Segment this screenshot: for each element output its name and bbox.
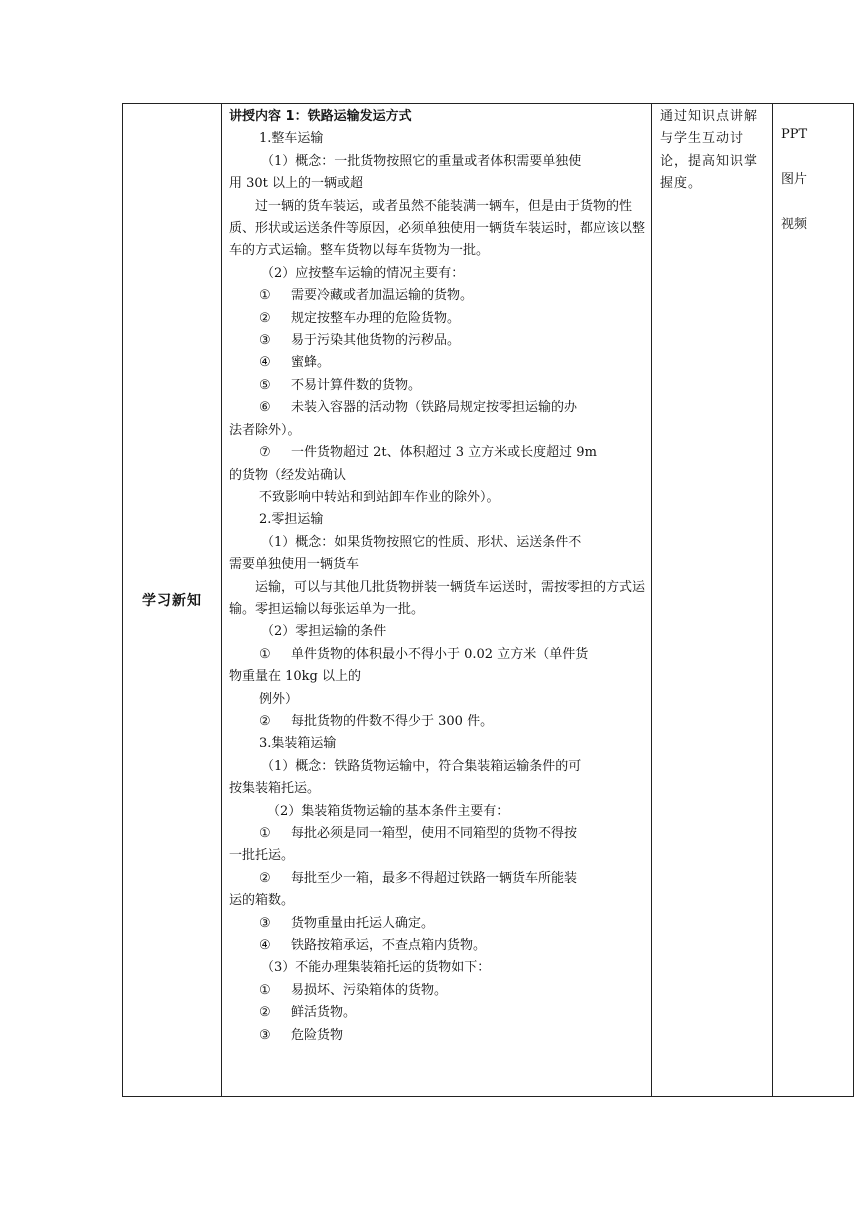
content-line: 物重量在 10kg 以上的 (229, 669, 362, 685)
content-line (229, 823, 645, 845)
list-marker: ② (259, 310, 271, 326)
list-marker: ③ (259, 915, 271, 931)
list-marker: ① (259, 982, 271, 998)
content-line (229, 980, 645, 1002)
list-item-text: 鲜活货物。 (291, 1005, 357, 1021)
content-line: （1）概念：铁路货物运输中，符合集装箱运输条件的可 (261, 758, 582, 774)
list-marker: ③ (259, 333, 271, 349)
content-line (229, 397, 645, 419)
content-line (229, 1002, 645, 1024)
list-item-text: 规定按整车办理的危险货物。 (291, 310, 461, 326)
content-line: （2）零担运输的条件 (261, 624, 387, 640)
content-line: 过一辆的货车装运，或者虽然不能装满一辆车，但是由于货物的性质、形状或运送条件等原因，必须单独使用一辆货车装运时，都应该以整车的方式运输。整车货物以每车货物为一批。 (229, 198, 646, 259)
content-line: 不致影响中转站和到站卸车作业的除外）。 (259, 489, 500, 505)
content-heading: 讲授内容 1：铁路运输发运方式 (229, 109, 412, 124)
list-item-text: 危险货物 (291, 1027, 344, 1043)
section-label-cell (123, 104, 222, 1097)
content-line: 3.集装箱运输 (259, 736, 337, 752)
list-marker: ① (259, 288, 271, 304)
list-item-text: 蜜蜂。 (291, 355, 331, 371)
list-marker: ⑦ (259, 445, 271, 461)
list-marker: ② (259, 1005, 271, 1021)
list-marker: ② (259, 870, 271, 886)
media-cell (773, 104, 854, 1097)
content-line (229, 352, 645, 374)
lesson-table (122, 103, 854, 1097)
content-line: 运输，可以与其他几批货物拼装一辆货车运送时，需按零担的方式运输。零担运输以每张运单为一批。 (229, 579, 646, 617)
list-item-text: 未装入容器的活动物（铁路局规定按零担运输的办 (291, 400, 578, 416)
content-line: 1.整车运输 (259, 131, 324, 147)
content-line: （3）不能办理集装箱托运的货物如下： (261, 960, 491, 976)
content-line: （2）集装箱货物运输的基本条件主要有： (267, 803, 510, 819)
list-marker: ④ (259, 355, 271, 371)
list-marker: ② (259, 713, 271, 729)
list-marker: ④ (259, 938, 271, 954)
content-line (229, 935, 645, 957)
list-item-text: 易于污染其他货物的污秽品。 (291, 333, 461, 349)
list-item-text: 不易计算件数的货物。 (291, 377, 422, 393)
content-line: 一批托运。 (229, 848, 295, 864)
list-item-text: 每批至少一箱，最多不得超过铁路一辆货车所能装 (291, 870, 578, 886)
content-line (229, 868, 645, 890)
content-line: 用 30t 以上的一辆或超 (229, 176, 364, 192)
media-item-video: 视频 (781, 216, 808, 232)
content-line: （1）概念：如果货物按照它的性质、形状、运送条件不 (261, 534, 582, 550)
list-item-text: 单件货物的体积最小不得小于 0.02 立方米（单件货 (291, 646, 589, 662)
content-line: 运的箱数。 (229, 893, 295, 909)
content-cell (222, 104, 652, 1097)
content-line: 按集装箱托运。 (229, 781, 321, 797)
media-item-ppt: PPT (781, 127, 808, 142)
content-line: （2）应按整车运输的情况主要有： (261, 265, 465, 281)
content-line (229, 285, 645, 307)
content-line (229, 308, 645, 330)
list-marker: ⑤ (259, 377, 271, 393)
list-marker: ① (259, 826, 271, 841)
section-label: 学习新知 (142, 593, 202, 609)
design-intent-text: 通过知识点讲解与学生互动讨论，提高知识掌握度。 (660, 109, 759, 192)
list-item-text: 每批货物的件数不得少于 300 件。 (291, 713, 494, 729)
list-marker: ⑥ (259, 400, 271, 416)
media-item-images: 图片 (781, 171, 808, 187)
list-marker: ① (259, 646, 271, 662)
lesson-row (123, 104, 854, 1097)
design-intent-cell (652, 104, 773, 1097)
content-line (229, 1025, 645, 1047)
content-lines (229, 128, 645, 1047)
content-line: 2.零担运输 (259, 512, 324, 528)
list-item-text: 需要冷藏或者加温运输的货物。 (291, 288, 474, 304)
content-line (229, 330, 645, 352)
list-marker: ③ (259, 1027, 271, 1043)
content-line: 法者除外）。 (229, 422, 301, 438)
content-line (229, 913, 645, 935)
content-line (229, 644, 645, 666)
content-line (229, 711, 645, 733)
list-item-text: 一件货物超过 2t、体积超过 3 立方米或长度超过 9m (291, 445, 597, 461)
content-line: 的货物（经发站确认 (229, 467, 347, 483)
list-item-text: 易损坏、污染箱体的货物。 (291, 982, 448, 998)
list-item-text: 货物重量由托运人确定。 (291, 915, 435, 931)
content-line (229, 442, 645, 464)
content-line: （1）概念：一批货物按照它的重量或者体积需要单独使 (261, 153, 582, 169)
content-line: 例外） (259, 691, 299, 707)
list-item-text: 每批必须是同一箱型，使用不同箱型的货物不得按 (291, 826, 578, 841)
content-line: 需要单独使用一辆货车 (229, 557, 360, 573)
content-line (229, 375, 645, 397)
list-item-text: 铁路按箱承运，不查点箱内货物。 (291, 938, 487, 954)
